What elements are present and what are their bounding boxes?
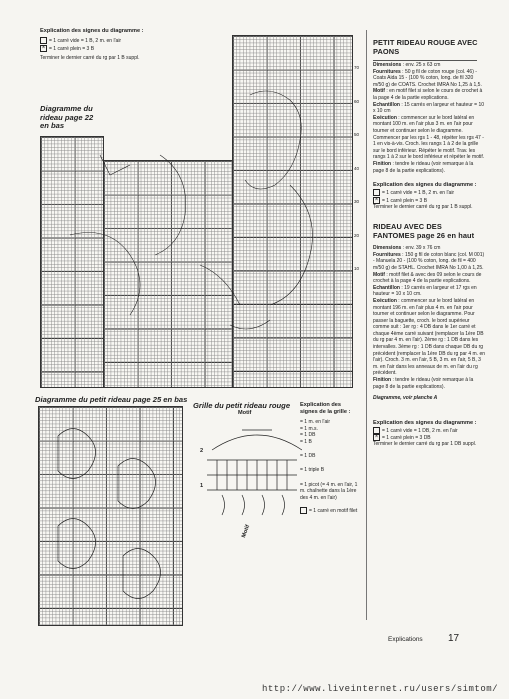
grille-title: Grille du petit rideau rouge bbox=[193, 401, 291, 410]
grille-legend-item: = 1 m.s. bbox=[300, 425, 318, 432]
grille-legend bbox=[300, 402, 360, 514]
grille-chart bbox=[197, 415, 302, 535]
grille-row1-label: 1 bbox=[200, 483, 204, 489]
legend-2 bbox=[373, 182, 485, 210]
legend-note: Terminer le dernier carré du rg par 1 B suppl. bbox=[40, 54, 140, 61]
empty-square-icon bbox=[373, 427, 380, 434]
page-number: 17 bbox=[448, 633, 460, 644]
legend3-full: = 1 carré plein = 3 DB bbox=[382, 434, 431, 441]
empty-square-icon bbox=[373, 189, 380, 196]
row-number: 20 bbox=[354, 232, 360, 238]
row-number: 70 bbox=[354, 65, 360, 70]
diagram-note: Diagramme, voir planche A bbox=[373, 395, 438, 402]
row-number: 50 bbox=[354, 132, 360, 137]
grille-legend-item: = 1 B bbox=[300, 438, 312, 445]
grille-legend-item: = 1 DB bbox=[300, 432, 316, 439]
diagram-bottom-motif bbox=[38, 406, 183, 626]
right-column bbox=[373, 38, 485, 448]
section-title-1: PETIT RIDEAU ROUGE AVEC PAONS bbox=[373, 38, 478, 56]
cross-square-icon: × bbox=[374, 196, 379, 203]
para1: Dimensions : env. 25 x 63 cm Fournitures : 50 g fil de coton rouge (col. 46) - Coats Aida 15 - (100 % coton, long. de fil 320 m/50 g) de COATS. Crochet IMRA No 1,25 à 1,5. Motif : en motif filet si selon le cours de crochet à la page 4 de la partie explications. Echantillon : 15 carrés en largeur et hauteur = 10 x 10 cm Exécution : commencer sur le bord latéral en montant 100 m. en l'air plus 3 m. en l'air pour tourner et continuer selon le diagramme. Commencer par les rgs 1 - 48, répéter les rgs 47 - 1 en vis-à-vis. Croch. les rangs 1 à 2 de la grille sur le bord inférieur. Répéter le motif. Trav. les rangs 1 à 2 sur le bord inférieur et répéter le motif. Finition : tendre le rideau (voir remarque à la page 8 de la partie explications). bbox=[373, 62, 485, 174]
diagram-bottom-title: Diagramme du petit rideau page 25 en bas bbox=[35, 395, 188, 404]
diagram-left-title: Diagramme du rideau page 22 en bas bbox=[40, 104, 94, 131]
legend-empty: = 1 carré vide = 1 B, 2 m. en l'air bbox=[49, 38, 122, 45]
grille-legend-item: = 1 m. en l'air bbox=[300, 419, 330, 426]
grille-motif-label: Motif bbox=[238, 410, 252, 416]
legend3-empty: = 1 carré vide = 1 DB, 2 m. en l'air bbox=[382, 427, 458, 434]
cross-square-icon: × bbox=[41, 45, 46, 52]
grille-legend-item: = 1 DB bbox=[300, 453, 316, 460]
legend2-note: Terminer le dernier carré du rg par 1 B suppl. bbox=[373, 203, 473, 210]
grille-legend-item: = 1 carré en motif filet bbox=[309, 507, 358, 514]
square-icon bbox=[300, 507, 307, 514]
grille-motif-bottom: Motif bbox=[241, 524, 252, 539]
row-number: 10 bbox=[354, 266, 360, 271]
column-divider bbox=[366, 30, 367, 620]
cross-square-icon: × bbox=[374, 434, 379, 441]
grille-row2-label: 2 bbox=[200, 448, 204, 454]
footer-url[interactable]: http://www.liveinternet.ru/users/simtom/ bbox=[262, 684, 499, 694]
grille-legend-heading: Explication des signes de la grille : bbox=[300, 402, 351, 416]
legend-full: = 1 carré plein = 3 B bbox=[49, 46, 95, 53]
row-numbers bbox=[354, 65, 364, 300]
title-rule bbox=[373, 60, 477, 61]
footer-section: Explications bbox=[388, 636, 423, 643]
row-number: 60 bbox=[354, 98, 360, 104]
legend3-note: Terminer le dernier carré du rg par 1 DB suppl. bbox=[373, 441, 477, 448]
grille-legend-item: = 1 picot (= 4 m. en l'air, 1 m. chaînette dans la 1ère des 4 m. en l'air) bbox=[300, 481, 358, 501]
row-number: 40 bbox=[354, 165, 360, 171]
legend-3 bbox=[373, 420, 485, 448]
para2: Dimensions : env. 39 x 76 cm Fournitures : 150 g fil de coton blanc (col. M 001) - Manuela 20 - (100 % coton, long. de fil = 400 m/50 g) de STAHL. Crochet IMRA No 1,00 à 1,25. Motif : motif filet & avec des 09 selon le cours de crochet à la page 4 de la partie explications. Echantillon : 19 carrés en largeur et 17 rgs en hauteur = 10 x 10 cm. Exécution : commencer sur le bord latéral en montant 196 m. en l'air plus 4 m. en l'air pour tourner et continuer selon le diagramme. Pour passer la baguette, croch. le bord supérieur comme suit : 1er rg : 4 DB dans le 1er carré et chaque 4ème carré suivant (remplacer la 1ère DB du rg par 4 m. en l'air). 2ème rg : 1 DB dans les intervalles. 3ème rg : 1 DB dans chaque DB du rg précédent (remplacer la 1ère DB du rg par 4 m. en l'air). Croch. 3 m. en l'air, 5 B, 3 m. en l'air, 5 B, 3 m. en l'air dans les anneaux de m. en l'air du rg précédent. Finition : tendre le rideau (voir remarque à la page 8 de la partie explications). bbox=[373, 245, 485, 390]
legend2-full: = 1 carré plein = 3 B bbox=[382, 197, 428, 204]
legend2-empty: = 1 carré vide = 1 B, 2 m. en l'air bbox=[382, 190, 455, 197]
legend2-heading: Explication des signes du diagramme : bbox=[373, 182, 477, 189]
row-number: 30 bbox=[354, 199, 360, 204]
legend-heading: Explication des signes du diagramme : bbox=[40, 28, 144, 34]
section-title-2: RIDEAU AVEC DES FANTOMES page 26 en haut bbox=[373, 222, 475, 241]
diagram-motif-pattern bbox=[40, 35, 354, 389]
legend3-heading: Explication des signes du diagramme : bbox=[373, 419, 477, 426]
grille-legend-item: = 1 triple B bbox=[300, 467, 325, 474]
